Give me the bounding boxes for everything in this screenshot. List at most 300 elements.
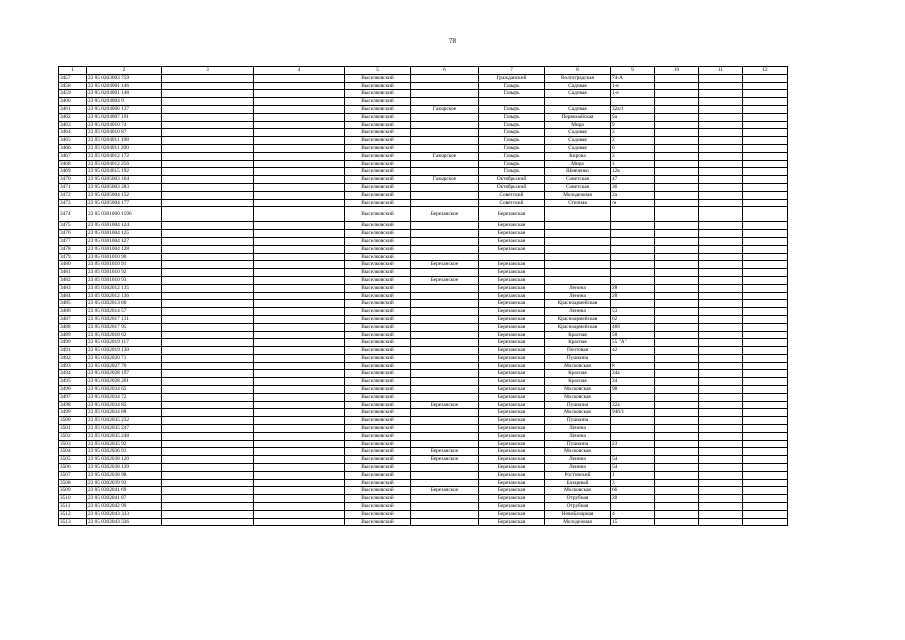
- table-cell: 23: [611, 440, 655, 448]
- table-cell: Красноармейская: [545, 300, 611, 308]
- table-cell: [611, 354, 655, 362]
- table-cell: [254, 362, 345, 370]
- table-cell: Московская: [545, 448, 611, 456]
- table-cell: 3504: [59, 448, 87, 456]
- table-cell: [699, 393, 743, 401]
- table-cell: [743, 276, 788, 284]
- table-row: [59, 276, 788, 284]
- table-cell: 23 05 0302038 98: [87, 471, 162, 479]
- table-cell: Степная: [545, 199, 611, 207]
- table-row: [59, 300, 788, 308]
- table-cell: 3466: [59, 144, 87, 152]
- table-cell: Красная: [545, 339, 611, 347]
- table-cell: Газырь: [479, 105, 545, 113]
- table-cell: [254, 370, 345, 378]
- table-cell: [655, 432, 699, 440]
- table-cell: Базарный: [545, 479, 611, 487]
- table-cell: 3493: [59, 362, 87, 370]
- table-cell: [162, 152, 254, 160]
- table-row: [59, 409, 788, 417]
- table-cell: [699, 121, 743, 129]
- table-cell: [655, 370, 699, 378]
- table-row: [59, 510, 788, 518]
- table-cell: 23 05 0204011 198: [87, 137, 162, 145]
- table-cell: [545, 230, 611, 238]
- table-cell: [254, 74, 345, 82]
- table-cell: 3512: [59, 510, 87, 518]
- table-cell: Газырь: [479, 113, 545, 121]
- table-cell: 23 05 0302036 91: [87, 448, 162, 456]
- table-cell: [699, 440, 743, 448]
- table-cell: 23 05 0302043 336: [87, 518, 162, 526]
- table-row: [59, 331, 788, 339]
- table-cell: [254, 237, 345, 245]
- table-cell: [254, 425, 345, 433]
- table-cell: [743, 401, 788, 409]
- table-cell: [545, 207, 611, 222]
- table-cell: [254, 105, 345, 113]
- table-row: [59, 152, 788, 160]
- table-cell: Садовая: [545, 137, 611, 145]
- table-cell: НовоБазарная: [545, 510, 611, 518]
- table-cell: 23 05 0302034 72: [87, 393, 162, 401]
- table-cell: 23 05 0301010 92: [87, 269, 162, 277]
- table-cell: Московская: [545, 386, 611, 394]
- table-cell: Березанская: [479, 448, 545, 456]
- table-cell: [655, 253, 699, 261]
- table-cell: [411, 199, 479, 207]
- table-row: [59, 269, 788, 277]
- table-cell: 3468: [59, 160, 87, 168]
- table-cell: 23 05 0302020 71: [87, 354, 162, 362]
- table-cell: 23 05 0302043 333: [87, 510, 162, 518]
- table-cell: 23 05 0302038 120: [87, 456, 162, 464]
- table-cell: Березанская: [479, 269, 545, 277]
- table-cell: [162, 409, 254, 417]
- table-cell: [655, 237, 699, 245]
- table-cell: [545, 237, 611, 245]
- table-cell: [655, 448, 699, 456]
- table-row: [59, 471, 788, 479]
- table-cell: [545, 261, 611, 269]
- table-cell: [162, 121, 254, 129]
- table-cell: [254, 276, 345, 284]
- table-cell: 3461: [59, 105, 87, 113]
- table-cell: Выселковский: [345, 137, 411, 145]
- table-row: [59, 518, 788, 526]
- table-cell: Березанская: [479, 331, 545, 339]
- table-cell: Московская: [545, 393, 611, 401]
- table-cell: Октябрьский: [479, 176, 545, 184]
- table-cell: [655, 331, 699, 339]
- table-cell: Пушкина: [545, 401, 611, 409]
- table-cell: [611, 207, 655, 222]
- table-cell: Выселковский: [345, 518, 411, 526]
- table-cell: [162, 479, 254, 487]
- column-header: 6: [411, 67, 479, 75]
- table-cell: [162, 331, 254, 339]
- table-cell: [655, 113, 699, 121]
- table-row: [59, 378, 788, 386]
- table-cell: [655, 308, 699, 316]
- table-cell: Московская: [545, 487, 611, 495]
- table-cell: [411, 284, 479, 292]
- table-cell: Выселковский: [345, 121, 411, 129]
- table-cell: Выселковский: [345, 495, 411, 503]
- table-cell: Выселковский: [345, 82, 411, 90]
- table-cell: /н: [611, 199, 655, 207]
- table-cell: [655, 144, 699, 152]
- table-cell: [743, 168, 788, 176]
- table-cell: [411, 479, 479, 487]
- table-cell: [162, 261, 254, 269]
- table-cell: [699, 105, 743, 113]
- table-cell: Березанская: [479, 276, 545, 284]
- table-cell: Выселковский: [345, 269, 411, 277]
- table-cell: 3490: [59, 339, 87, 347]
- table-cell: Выселковский: [345, 479, 411, 487]
- table-cell: 34а: [611, 370, 655, 378]
- table-cell: Ленина: [545, 292, 611, 300]
- table-cell: [655, 393, 699, 401]
- table-cell: 23 05 0302019 117: [87, 339, 162, 347]
- table-cell: 1: [611, 471, 655, 479]
- table-row: [59, 160, 788, 168]
- table-row: [59, 207, 788, 222]
- table-cell: 23 05 0302041 87: [87, 495, 162, 503]
- table-cell: 58: [611, 331, 655, 339]
- table-cell: [743, 152, 788, 160]
- table-cell: [545, 269, 611, 277]
- table-cell: [743, 90, 788, 98]
- table-cell: [411, 386, 479, 394]
- table-cell: [655, 245, 699, 253]
- table-cell: [699, 74, 743, 82]
- table-cell: Березанская: [479, 315, 545, 323]
- table-cell: [411, 168, 479, 176]
- table-cell: Березанская: [479, 471, 545, 479]
- table-cell: [162, 417, 254, 425]
- table-row: [59, 487, 788, 495]
- table-cell: [411, 425, 479, 433]
- table-cell: [743, 82, 788, 90]
- table-cell: [611, 276, 655, 284]
- table-cell: [254, 144, 345, 152]
- table-cell: Газырь: [479, 121, 545, 129]
- table-cell: Выселковский: [345, 401, 411, 409]
- table-cell: [655, 409, 699, 417]
- table-cell: [743, 261, 788, 269]
- table-cell: 23 05 0302012 136: [87, 292, 162, 300]
- table-cell: [254, 168, 345, 176]
- table-row: [59, 386, 788, 394]
- table-cell: Выселковский: [345, 222, 411, 230]
- table-cell: 3481: [59, 269, 87, 277]
- table-cell: [162, 378, 254, 386]
- table-cell: [743, 370, 788, 378]
- table-cell: [411, 121, 479, 129]
- table-cell: [655, 464, 699, 472]
- table-cell: [162, 503, 254, 511]
- table-cell: Выселковский: [345, 456, 411, 464]
- table-cell: [655, 417, 699, 425]
- table-cell: [162, 113, 254, 121]
- table-cell: Красноармейская: [545, 315, 611, 323]
- table-cell: [611, 269, 655, 277]
- table-cell: 23 05 0301004 127: [87, 237, 162, 245]
- table-row: [59, 448, 788, 456]
- table-cell: 23 05 0301004 124: [87, 222, 162, 230]
- table-cell: [655, 487, 699, 495]
- table-cell: [611, 245, 655, 253]
- table-cell: [254, 199, 345, 207]
- table-row: [59, 261, 788, 269]
- table-cell: 3502: [59, 432, 87, 440]
- table-cell: 46б: [611, 323, 655, 331]
- column-header: 9: [611, 67, 655, 75]
- table-cell: Выселковский: [345, 432, 411, 440]
- table-cell: 3464: [59, 129, 87, 137]
- table-cell: 3486: [59, 308, 87, 316]
- table-row: [59, 432, 788, 440]
- table-cell: 23 05 0302028 197: [87, 370, 162, 378]
- table-cell: [743, 199, 788, 207]
- table-cell: Газырь: [479, 137, 545, 145]
- column-header: 1: [59, 67, 87, 75]
- table-cell: [254, 393, 345, 401]
- table-cell: Красноармейская: [545, 323, 611, 331]
- table-cell: Мира: [545, 121, 611, 129]
- table-cell: [162, 105, 254, 113]
- table-cell: [162, 323, 254, 331]
- table-cell: [254, 518, 345, 526]
- table-cell: [743, 237, 788, 245]
- table-cell: Выселковский: [345, 323, 411, 331]
- table-cell: [699, 191, 743, 199]
- table-row: [59, 191, 788, 199]
- table-cell: 94б/1: [611, 409, 655, 417]
- table-cell: 23 05 0302012 135: [87, 284, 162, 292]
- table-cell: [699, 237, 743, 245]
- table-cell: 23 05 0302028 201: [87, 378, 162, 386]
- table-cell: Советский: [479, 199, 545, 207]
- table-cell: 2: [611, 137, 655, 145]
- table-cell: [254, 495, 345, 503]
- table-row: [59, 98, 788, 106]
- table-row: [59, 417, 788, 425]
- table-cell: [655, 121, 699, 129]
- table-cell: Ленина: [545, 432, 611, 440]
- table-cell: [162, 144, 254, 152]
- table-cell: Садовая: [545, 129, 611, 137]
- table-cell: [699, 90, 743, 98]
- table-cell: Газырь: [479, 144, 545, 152]
- table-cell: [162, 245, 254, 253]
- table-cell: Березанская: [479, 362, 545, 370]
- column-header: 8: [545, 67, 611, 75]
- table-row: [59, 253, 788, 261]
- table-cell: Березанская: [479, 230, 545, 238]
- table-cell: [411, 144, 479, 152]
- table-cell: 23 05 0302017 95: [87, 323, 162, 331]
- table-cell: [699, 495, 743, 503]
- table-cell: [743, 448, 788, 456]
- table-cell: [254, 354, 345, 362]
- table-cell: [254, 222, 345, 230]
- table-cell: 23 05 0302034 88: [87, 409, 162, 417]
- table-cell: Березанская: [479, 323, 545, 331]
- table-cell: [743, 456, 788, 464]
- table-cell: [655, 152, 699, 160]
- table-cell: [743, 183, 788, 191]
- table-row: [59, 105, 788, 113]
- table-cell: [699, 362, 743, 370]
- table-cell: Садовая: [545, 90, 611, 98]
- table-cell: [162, 82, 254, 90]
- table-cell: Выселковский: [345, 199, 411, 207]
- table-cell: 28: [611, 292, 655, 300]
- table-cell: [162, 292, 254, 300]
- table-cell: Выселковский: [345, 253, 411, 261]
- table-cell: [162, 339, 254, 347]
- table-cell: Выселковский: [345, 378, 411, 386]
- table-cell: [411, 237, 479, 245]
- table-cell: Выселковский: [345, 160, 411, 168]
- table-cell: 23 05 0302041 69: [87, 487, 162, 495]
- table-cell: 23 05 0205004 177: [87, 199, 162, 207]
- table-cell: [162, 269, 254, 277]
- table-cell: [699, 168, 743, 176]
- table-cell: [162, 284, 254, 292]
- table-cell: [254, 284, 345, 292]
- table-cell: 1-е: [611, 90, 655, 98]
- table-cell: Березанская: [479, 386, 545, 394]
- table-cell: 6: [611, 144, 655, 152]
- table-cell: [254, 510, 345, 518]
- table-cell: Молодежная: [545, 518, 611, 526]
- table-cell: 23 05 0204011 200: [87, 144, 162, 152]
- page-number: 78: [449, 37, 456, 45]
- table-cell: 3497: [59, 393, 87, 401]
- table-cell: [655, 183, 699, 191]
- table-cell: Выселковский: [345, 98, 411, 106]
- table-cell: [411, 315, 479, 323]
- table-cell: [162, 354, 254, 362]
- table-cell: [254, 152, 345, 160]
- table-cell: 3465: [59, 137, 87, 145]
- table-cell: [162, 432, 254, 440]
- table-cell: [743, 105, 788, 113]
- table-cell: [411, 378, 479, 386]
- table-cell: 12в: [611, 168, 655, 176]
- table-cell: 23 05 0302035 232: [87, 417, 162, 425]
- table-row: [59, 440, 788, 448]
- table-cell: [254, 409, 345, 417]
- table-cell: Выселковский: [345, 90, 411, 98]
- table-cell: [254, 440, 345, 448]
- table-cell: [254, 456, 345, 464]
- table-cell: Березанская: [479, 237, 545, 245]
- table-cell: 2а: [611, 191, 655, 199]
- table-cell: [655, 90, 699, 98]
- table-cell: [162, 74, 254, 82]
- table-cell: Ленина: [545, 464, 611, 472]
- table-cell: [411, 253, 479, 261]
- table-cell: 3478: [59, 245, 87, 253]
- table-cell: [162, 456, 254, 464]
- table-cell: 3469: [59, 168, 87, 176]
- table-cell: 23 05 0205003 164: [87, 176, 162, 184]
- table-cell: [411, 129, 479, 137]
- table-cell: 3487: [59, 315, 87, 323]
- table-cell: [655, 300, 699, 308]
- table-cell: Выселковский: [345, 354, 411, 362]
- table-cell: 3463: [59, 121, 87, 129]
- table-cell: Березанская: [479, 401, 545, 409]
- table-cell: [162, 370, 254, 378]
- table-cell: [743, 464, 788, 472]
- table-cell: 47: [611, 176, 655, 184]
- table-cell: [743, 284, 788, 292]
- table-cell: [655, 168, 699, 176]
- table-cell: [545, 98, 611, 106]
- table-cell: [411, 269, 479, 277]
- column-header: 3: [162, 67, 254, 75]
- table-cell: 3470: [59, 176, 87, 184]
- table-cell: [254, 479, 345, 487]
- table-cell: Выселковский: [345, 207, 411, 222]
- table-cell: 66: [611, 487, 655, 495]
- table-cell: Ленина: [545, 425, 611, 433]
- table-cell: Выселковский: [345, 230, 411, 238]
- table-cell: Березанское: [411, 261, 479, 269]
- table-cell: 23 05 0205003 283: [87, 183, 162, 191]
- table-cell: 3507: [59, 471, 87, 479]
- table-cell: [162, 183, 254, 191]
- table-cell: [254, 300, 345, 308]
- table-cell: Березанская: [479, 308, 545, 316]
- table-cell: [411, 393, 479, 401]
- column-header: 4: [254, 67, 345, 75]
- table-cell: [655, 276, 699, 284]
- table-cell: [699, 487, 743, 495]
- table-cell: Выселковский: [345, 339, 411, 347]
- table-cell: [655, 207, 699, 222]
- column-header: 7: [479, 67, 545, 75]
- table-cell: Газырское: [411, 105, 479, 113]
- table-cell: [699, 284, 743, 292]
- table-cell: [743, 331, 788, 339]
- table-cell: 20: [611, 495, 655, 503]
- table-cell: [254, 308, 345, 316]
- table-cell: [699, 464, 743, 472]
- table-cell: [162, 207, 254, 222]
- table-cell: 3477: [59, 237, 87, 245]
- table-cell: [655, 479, 699, 487]
- table-cell: [743, 495, 788, 503]
- table-cell: Выселковский: [345, 510, 411, 518]
- table-cell: [655, 495, 699, 503]
- table-cell: 42: [611, 347, 655, 355]
- table-cell: [743, 510, 788, 518]
- table-cell: [655, 292, 699, 300]
- table-cell: Березанское: [411, 276, 479, 284]
- table-cell: [699, 417, 743, 425]
- table-cell: Выселковский: [345, 347, 411, 355]
- table-cell: 9: [611, 121, 655, 129]
- table-cell: [254, 82, 345, 90]
- table-cell: [743, 207, 788, 222]
